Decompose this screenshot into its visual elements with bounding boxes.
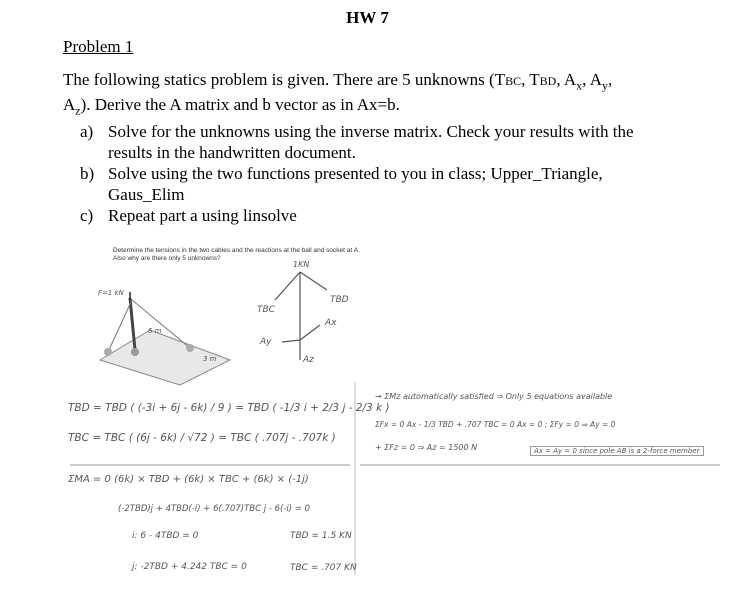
handwritten-eq-expand: (-2TBD)j + 4TBD(-i) + 6(.707)TBC j - 6(-i) = 0 [118,504,310,514]
fbd-ay-label: Ay [260,337,272,347]
fbd-tbc-label: TBC [257,305,275,315]
handwritten-note-1: → ΣMz automatically satisfied ⇒ Only 5 equations available [375,392,613,401]
intro-line-1: The following statics problem is given. There are 5 unknowns (TBC, TBD, $A_x$, $A_y$, [63,70,613,93]
fbd-tbc [275,272,300,300]
intro-line-2: $A_z$). Derive the A matrix and b vector as in Ax=b. [63,95,400,118]
dim-label-6m: 6 m [148,327,162,335]
handwritten-eq-tbc: TBC = TBC ( (6j - 6k) / √72 ) = TBC ( .707j - .707k ) [68,432,336,444]
handwritten-eq-tbd: TBD = TBD ( (-3i + 6j - 6k) / 9 ) = TBD ( -1/3 i + 2/3 j - 2/3 k ) [68,402,390,414]
handwritten-result-tbc: TBC = .707 KN [290,563,357,573]
fbd-ay [282,340,300,342]
fbd-tbd [300,272,327,290]
handwritten-note-2: ΣFx = 0 Ax - 1/3 TBD + .707 TBC = 0 Ax = 0 ; ΣFy = 0 ⇒ Ay = 0 [375,420,616,429]
fbd-az-label: Az [303,355,314,365]
handwritten-note-4: Ax = Ay = 0 since pole AB is a 2-force member [530,446,704,456]
task-item-a: a) Solve for the unknowns using the inverse matrix. Check your results with the results in the handwritten document. [80,122,634,162]
task-item-c: c) Repeat part a using linsolve [80,206,297,225]
handwritten-eq-i: i: 6 - 4TBD = 0 [132,531,199,541]
dim-label-3m: 3 m [203,355,217,363]
figure-caption: Determine the tensions in the two cables and the reactions at the ball and socket at A. Also why are there only 5 unknowns? [113,247,360,262]
task-item-b: b) Solve using the two functions presented to you in class; Upper_Triangle, Gaus_Elim [80,164,603,204]
problem-heading: Problem 1 [63,37,134,56]
fbd-kn-label: 1KN [293,260,310,269]
anchor-c [104,348,112,356]
force-label: F=1 kN [98,289,124,297]
handwritten-eq-j: j: -2TBD + 4.242 TBC = 0 [132,562,247,572]
page-title: HW 7 [346,8,389,27]
handwritten-eq-moment: ΣMA = 0 (6k) × TBD + (6k) × TBC + (6k) × (-1j) [68,474,309,485]
handwritten-note-3: + ΣFz = 0 ⇒ Az = 1500 N [375,443,478,452]
anchor-d [186,344,194,352]
socket-a [131,348,139,356]
fbd-ax-label: Ax [325,318,337,328]
fbd-tbd-label: TBD [330,295,349,305]
handwritten-result-tbd: TBD = 1.5 KN [290,531,352,541]
fbd-ax [300,325,320,340]
